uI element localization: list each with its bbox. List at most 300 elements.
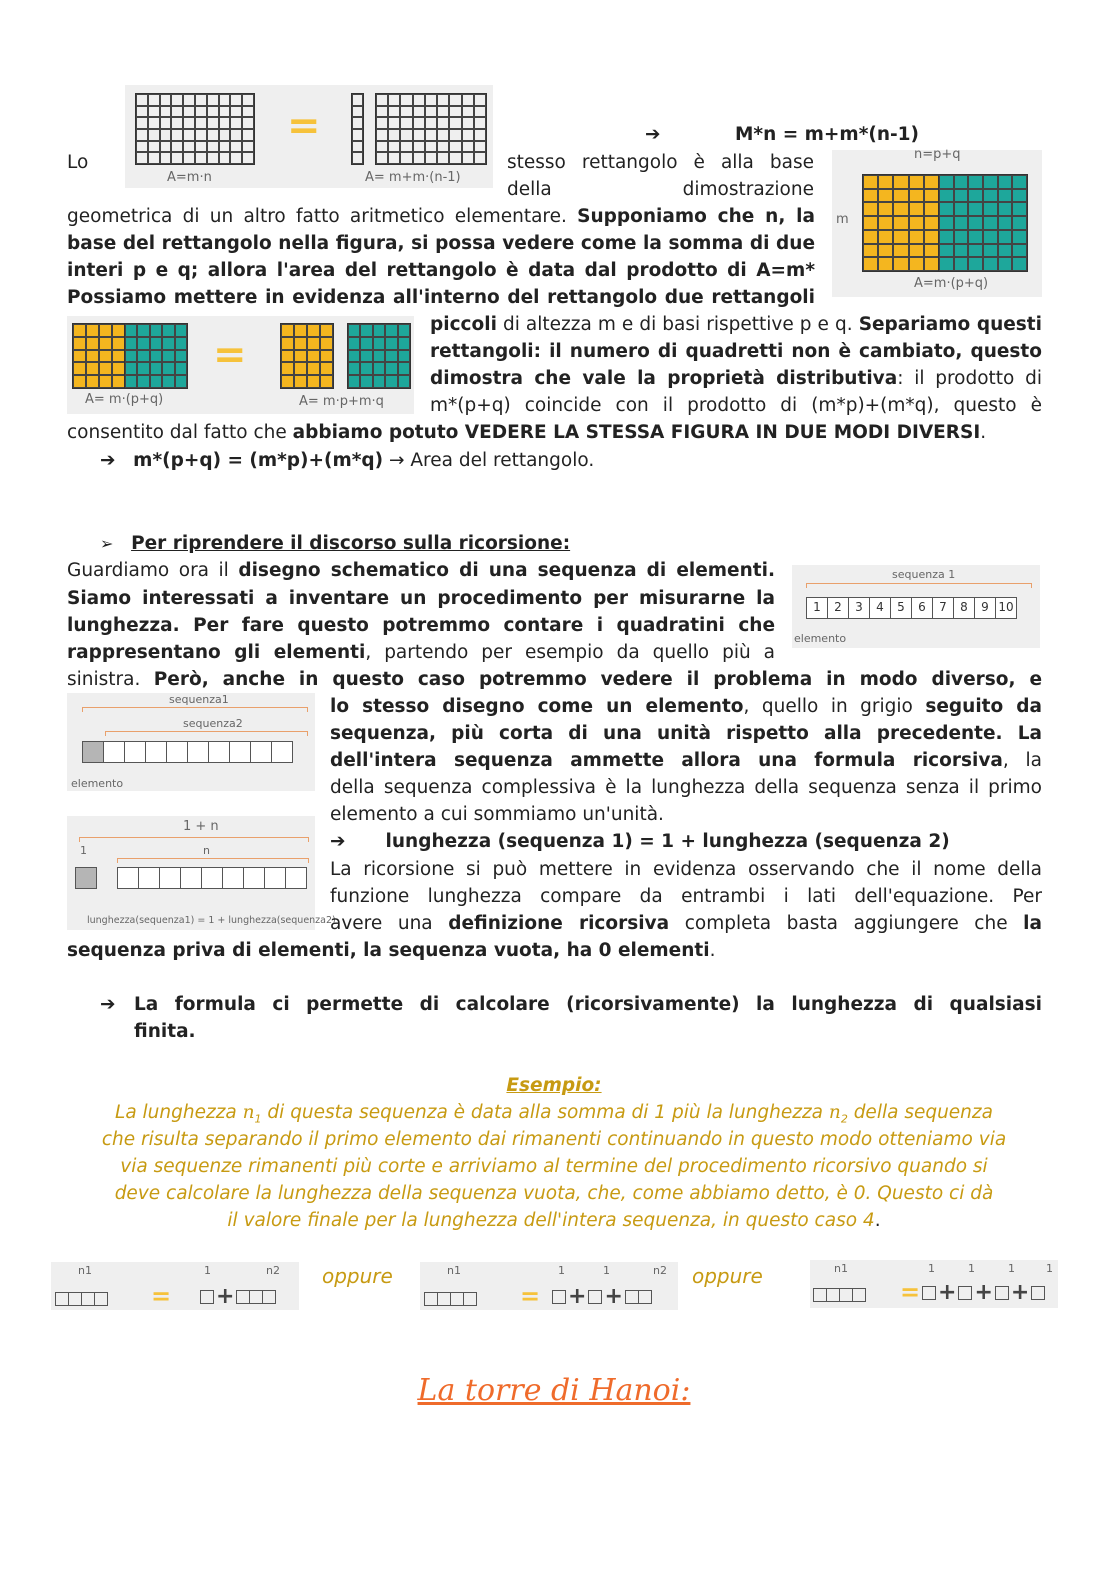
grid-cell	[376, 152, 388, 164]
grid-cell	[474, 94, 486, 106]
label-n1-2: n1	[447, 1264, 461, 1277]
figure-sequence-numbered	[792, 565, 1040, 648]
label-1-plus-n: 1 + n	[183, 819, 219, 834]
label-n2-2: n2	[653, 1264, 667, 1277]
grid-cell	[400, 141, 412, 153]
sequence-bracket	[806, 583, 1032, 588]
grid-cell	[954, 189, 969, 203]
triangle-bullet-icon: ➢	[100, 534, 114, 553]
four-cells-3	[813, 1284, 866, 1305]
sequence-cell	[222, 867, 244, 889]
four-ones: + + +	[922, 1280, 1045, 1305]
grid-m-by-n	[135, 93, 255, 165]
text-line3	[67, 203, 815, 230]
grid-cell	[373, 324, 385, 337]
grid-cell	[219, 106, 231, 118]
formula-mn: M*n = m+m*(n-1)	[735, 124, 919, 145]
grid-cell	[437, 94, 449, 106]
text-line7-a: di altezza m e di basi rispettive p e q.	[496, 314, 859, 335]
grid-cell	[373, 337, 385, 350]
grid-cell	[195, 117, 207, 129]
grid-cell	[281, 362, 294, 375]
grid-cell	[968, 202, 983, 216]
grid-cell	[175, 375, 187, 388]
label-n1-3: n1	[834, 1262, 848, 1275]
grid-cell	[939, 202, 954, 216]
grid-cell	[150, 350, 162, 363]
grid-cell	[878, 230, 893, 244]
formula-arrow: ➔	[645, 124, 661, 145]
sequence-cell	[145, 741, 167, 763]
grid-cell	[183, 141, 195, 153]
sequence-cell	[208, 741, 230, 763]
grid-cell	[893, 216, 908, 230]
sequence-cell: 2	[827, 597, 849, 619]
grid-cell	[125, 350, 137, 363]
figure-sequence-split	[67, 693, 315, 791]
text-p2-l5a: sinistra.	[67, 669, 154, 690]
grid-cell	[136, 152, 148, 164]
figure-rectangle-decomposition	[125, 85, 493, 188]
grid-cell	[125, 375, 137, 388]
grid-cell	[413, 117, 425, 129]
grid-cell	[230, 141, 242, 153]
caption-area-m-pq: A=m·(p+q)	[914, 276, 989, 291]
grid-cell	[195, 106, 207, 118]
grid-cell	[878, 244, 893, 258]
grid-cell	[360, 337, 372, 350]
grid-cell	[878, 257, 893, 271]
grid-cell	[893, 244, 908, 258]
grid-cell	[998, 257, 1013, 271]
grid-cell	[307, 337, 320, 350]
grid-cell	[171, 106, 183, 118]
grid-cell	[348, 362, 360, 375]
grid-cell	[195, 141, 207, 153]
grid-cell	[863, 216, 878, 230]
grid-cell	[968, 216, 983, 230]
grid-cell	[352, 152, 363, 164]
grid-cell	[195, 94, 207, 106]
text-line7	[430, 311, 1042, 338]
label-1-d: 1	[968, 1262, 975, 1275]
grid-teal-part	[938, 174, 1028, 272]
example-l3: via sequenze rimanenti più corte e arriviamo al termine del procedimento ricorsivo quando si	[120, 1156, 988, 1177]
text-p2-l5b: Però, anche in questo caso potremmo vedere il problema in modo diverso, e	[153, 669, 1042, 690]
grid-cell	[893, 202, 908, 216]
grid-cell	[413, 106, 425, 118]
sequence-cell	[166, 741, 188, 763]
grid-cell	[352, 129, 363, 141]
equals-sign-icon-4: =	[520, 1282, 541, 1310]
grid-cell	[162, 375, 174, 388]
text-p2-l6	[330, 693, 1042, 720]
grid-cell	[909, 244, 924, 258]
grid-cell	[242, 129, 254, 141]
grid-cell	[162, 324, 174, 337]
formula-lunghezza-text: lunghezza (sequenza 1) = 1 + lunghezza (sequenza 2)	[385, 831, 950, 852]
grid-cell	[909, 257, 924, 271]
grid-cell	[998, 244, 1013, 258]
grid-cell	[462, 141, 474, 153]
grid-cell	[320, 362, 333, 375]
grid-cell	[73, 337, 86, 350]
grid-cell	[878, 189, 893, 203]
grid-cell	[150, 375, 162, 388]
grid-cell	[968, 244, 983, 258]
grid-cell	[307, 324, 320, 337]
grid-cell	[909, 202, 924, 216]
grid-cell	[160, 129, 172, 141]
example-l4: deve calcolare la lunghezza della sequenza vuota, che, come abbiamo detto, è 0. Questo ci dà	[114, 1183, 994, 1204]
text-p2-l8a: dell'intera sequenza ammette allora una formula ricorsiva	[330, 750, 1003, 771]
grid-cell	[160, 141, 172, 153]
grid-cell	[893, 230, 908, 244]
text-p2-l14d: la	[1023, 913, 1042, 934]
grid-cell	[360, 324, 372, 337]
text-line11-a: consentito dal fatto che	[67, 422, 293, 443]
grid-cell	[398, 375, 410, 388]
text-p2-l1a: Guardiamo ora il	[67, 560, 239, 581]
text-line11-end: .	[980, 422, 987, 443]
label-1-c: 1	[928, 1262, 935, 1275]
sequence-cell	[243, 867, 265, 889]
grid-cell	[425, 141, 437, 153]
sequence-cell: 3	[848, 597, 870, 619]
symbol-n1-sub: 1	[254, 1112, 262, 1126]
sequence-cell	[285, 867, 307, 889]
grid-cell	[207, 152, 219, 164]
grid-cell	[136, 94, 148, 106]
grid-cell	[150, 324, 162, 337]
formula-distributive	[100, 447, 594, 474]
grid-cell	[171, 152, 183, 164]
grid-cell	[968, 175, 983, 189]
oppure-1: oppure	[322, 1264, 393, 1288]
grid-cell	[449, 141, 461, 153]
figure-bottom-1	[51, 1262, 299, 1310]
grid-cell	[99, 337, 112, 350]
grid-cell	[242, 152, 254, 164]
grid-cell	[968, 189, 983, 203]
grid-cell	[307, 375, 320, 388]
text-p2-l15-bold: sequenza priva di elementi, la sequenza vuota, ha 0 elementi	[67, 940, 710, 961]
grid-cell	[171, 94, 183, 106]
one-plus-three: +	[200, 1284, 276, 1309]
grid-cell	[924, 202, 939, 216]
grid-cell	[219, 117, 231, 129]
grid-cell	[398, 337, 410, 350]
grid-cell	[207, 141, 219, 153]
text-line8: rettangoli: il numero di quadretti non è cambiato, questo	[430, 341, 1042, 362]
text-p2-l8	[330, 747, 1042, 774]
grid-cell	[73, 362, 86, 375]
grid-cell	[136, 117, 148, 129]
sequence-cell	[138, 867, 160, 889]
text-p3-l1: La formula ci permette di calcolare (ricorsivamente) la lunghezza di qualsiasi	[134, 994, 1042, 1015]
grid-cell	[175, 337, 187, 350]
grid-cell	[462, 106, 474, 118]
grid-cell	[909, 230, 924, 244]
grid-cell	[281, 324, 294, 337]
example-l1	[0, 1099, 1108, 1126]
hanoi-title: La torre di Hanoi:	[417, 1373, 691, 1408]
grid-cell	[462, 94, 474, 106]
grid-cell	[385, 324, 397, 337]
grid-cell	[360, 375, 372, 388]
grid-cell	[388, 117, 400, 129]
arrow-icon-3: ➔	[100, 994, 116, 1015]
section-heading-text: Per riprendere il discorso sulla ricorsione:	[131, 533, 571, 554]
four-cells	[55, 1288, 108, 1309]
text-p2-l7: sequenza, più corta di una unità rispetto alla precedente. La	[330, 723, 1042, 744]
grid-cell	[983, 257, 998, 271]
grid-cell	[175, 324, 187, 337]
grid-cell	[1012, 244, 1027, 258]
sequence-cell: 8	[953, 597, 975, 619]
grid-cell	[878, 175, 893, 189]
grid-cell	[373, 375, 385, 388]
formula-distributive-tail: → Area del rettangolo.	[389, 450, 595, 471]
grid-cell	[425, 129, 437, 141]
grid-cell	[73, 350, 86, 363]
grid-cell	[294, 375, 307, 388]
grid-cell	[474, 117, 486, 129]
grid-cell	[73, 375, 86, 388]
grey-element-cell	[82, 741, 104, 763]
grid-cell	[425, 152, 437, 164]
grid-cell	[437, 152, 449, 164]
grid-cell	[207, 117, 219, 129]
grid-cell	[939, 189, 954, 203]
text-p2-l6c: seguito da	[925, 696, 1042, 717]
grid-cell	[281, 350, 294, 363]
symbol-n2: n	[828, 1102, 841, 1123]
grid-cell	[183, 117, 195, 129]
grid-cell	[148, 94, 160, 106]
text-p2-l4a: rappresentano gli elementi	[67, 642, 366, 663]
grid-cell	[125, 337, 137, 350]
equals-sign-icon: =	[287, 103, 321, 149]
grid-cell	[939, 175, 954, 189]
grid-cell	[230, 152, 242, 164]
grid-combined-teal	[124, 323, 188, 389]
n-cells	[117, 867, 306, 889]
split-cells	[82, 741, 292, 763]
figure-bottom-2	[420, 1262, 678, 1310]
grid-cell	[86, 362, 99, 375]
oppure-2: oppure	[692, 1264, 763, 1288]
label-1-e: 1	[1008, 1262, 1015, 1275]
arrow-icon: ➔	[100, 450, 116, 471]
grid-cell	[195, 152, 207, 164]
grid-cell	[983, 202, 998, 216]
label-sequenza1: sequenza1	[169, 693, 229, 706]
grid-cell	[385, 337, 397, 350]
grid-cell	[1012, 189, 1027, 203]
grid-cell	[939, 257, 954, 271]
grid-cell	[230, 94, 242, 106]
text-line3-bold: Supponiamo che n, la	[577, 206, 815, 227]
grid-cell	[137, 375, 149, 388]
label-1-f: 1	[1046, 1262, 1053, 1275]
text-p2-l4b: , partendo per esempio da quello più a	[365, 642, 775, 663]
equals-sign-icon-3: =	[151, 1282, 172, 1310]
grid-cell	[954, 202, 969, 216]
symbol-n2-sub: 2	[840, 1112, 848, 1126]
grid-cell	[983, 175, 998, 189]
text-p2-l6b: , quello in grigio	[743, 696, 926, 717]
grid-cell	[449, 106, 461, 118]
grid-cell	[863, 257, 878, 271]
example-l5	[0, 1207, 1108, 1234]
text-line3-a: geometrica di un altro fatto aritmetico elementare.	[67, 206, 578, 227]
grid-cell	[939, 230, 954, 244]
sequence-cell: 10	[995, 597, 1017, 619]
grid-separate-teal	[347, 323, 411, 389]
grid-cell	[398, 362, 410, 375]
grid-cell	[352, 94, 363, 106]
grid-cell	[360, 350, 372, 363]
sequence-cell	[187, 741, 209, 763]
grid-cell	[924, 230, 939, 244]
text-p2-l9: della sequenza complessiva è la lunghezza della sequenza senza il primo	[330, 777, 1042, 798]
grid-cell	[162, 337, 174, 350]
grid-cell	[148, 117, 160, 129]
grid-cell	[863, 202, 878, 216]
grid-cell	[968, 257, 983, 271]
grid-cell	[219, 129, 231, 141]
grid-cell	[425, 106, 437, 118]
grid-cell	[388, 141, 400, 153]
formula-distributive-bold: m*(p+q) = (m*p)+(m*q)	[133, 450, 384, 471]
grid-cell	[413, 129, 425, 141]
grid-cell	[86, 337, 99, 350]
text-line2: della dimostrazione	[507, 179, 814, 200]
sequence-cell	[159, 867, 181, 889]
grid-cell	[909, 175, 924, 189]
grid-cell	[376, 141, 388, 153]
sequence-cell	[271, 741, 293, 763]
example-l5-text: il valore finale per la lunghezza dell'intera sequenza, in questo caso 4	[227, 1210, 875, 1231]
grid-cell	[385, 350, 397, 363]
grid-cell	[878, 216, 893, 230]
grid-cell	[388, 129, 400, 141]
grid-cell	[462, 129, 474, 141]
text-p2-l10: elemento a cui sommiamo un'unità.	[330, 804, 664, 825]
text-line9	[430, 365, 1042, 392]
grid-cell	[400, 117, 412, 129]
grid-cell	[398, 324, 410, 337]
grid-cell	[893, 175, 908, 189]
grid-cell	[1012, 175, 1027, 189]
grid-cell	[462, 152, 474, 164]
grid-cell	[183, 129, 195, 141]
text-p2-l6a: lo stesso disegno come un elemento	[330, 696, 744, 717]
grid-cell	[320, 350, 333, 363]
grid-cell	[954, 175, 969, 189]
text-line11-bold: abbiamo potuto VEDERE LA STESSA FIGURA IN DUE MODI DIVERSI	[292, 422, 981, 443]
text-p2-l15-end: .	[709, 940, 716, 961]
text-p2-l15	[67, 937, 715, 964]
grid-cell	[207, 106, 219, 118]
text-p2-l1b: disegno schematico di una sequenza di elementi.	[238, 560, 775, 581]
grid-cell	[1012, 202, 1027, 216]
grid-cell	[863, 189, 878, 203]
grid-cell	[86, 350, 99, 363]
sequence-cell: 7	[932, 597, 954, 619]
grid-cell	[160, 106, 172, 118]
label-n-equals-p-plus-q: n=p+q	[914, 147, 961, 162]
grid-cell	[474, 141, 486, 153]
grid-cell	[171, 141, 183, 153]
grid-cell	[909, 189, 924, 203]
sequence-cell: 1	[806, 597, 828, 619]
figure-distributive	[67, 316, 414, 414]
text-p2-l14	[330, 910, 1042, 937]
grid-cell	[998, 189, 1013, 203]
grid-cell	[171, 117, 183, 129]
grid-cell	[983, 189, 998, 203]
grid-cell	[148, 129, 160, 141]
grid-cell	[171, 129, 183, 141]
grid-cell	[148, 106, 160, 118]
grid-combined-yellow	[72, 323, 126, 389]
grid-cell	[449, 129, 461, 141]
grid-cell	[968, 230, 983, 244]
grid-cell	[449, 117, 461, 129]
text-p2-l8b: , la	[1002, 750, 1042, 771]
label-elemento-2: elemento	[71, 777, 124, 790]
grid-cell	[413, 94, 425, 106]
grid-cell	[348, 324, 360, 337]
grid-cell	[400, 106, 412, 118]
grid-cell	[863, 230, 878, 244]
grid-cell	[1012, 257, 1027, 271]
grid-cell	[207, 94, 219, 106]
grid-cell	[437, 141, 449, 153]
grid-cell	[137, 324, 149, 337]
grid-cell	[175, 350, 187, 363]
text-p2-l12: La ricorsione si può mettere in evidenza osservando che il nome della	[330, 859, 1042, 880]
grid-cell	[376, 117, 388, 129]
text-p2-l14b: definizione ricorsiva	[448, 913, 670, 934]
arrow-icon-2: ➔	[330, 831, 346, 852]
grid-cell	[983, 244, 998, 258]
grid-cell	[474, 129, 486, 141]
grid-cell	[863, 175, 878, 189]
grid-cell	[175, 362, 187, 375]
sequence-cell: 6	[911, 597, 933, 619]
grid-cell	[294, 362, 307, 375]
text-line10: m*(p+q) coincide con il prodotto di (m*p)+(m*q), questo è	[430, 395, 1042, 416]
grid-cell	[437, 129, 449, 141]
sequence-cell: 5	[890, 597, 912, 619]
grid-cell	[219, 94, 231, 106]
grid-cell	[137, 350, 149, 363]
text-p2-l14a: avere una	[330, 913, 449, 934]
label-n: n	[203, 844, 210, 857]
grid-m-by-n-minus-1	[375, 93, 487, 165]
caption-area-mp-mq: A= m·p+m·q	[299, 394, 384, 409]
grid-cell	[136, 129, 148, 141]
example-l1a: La lunghezza	[115, 1102, 243, 1123]
grid-cell	[893, 189, 908, 203]
example-l2: che risulta separando il primo elemento dai rimanenti continuando in questo modo otteniamo via	[101, 1129, 1007, 1150]
grid-cell	[294, 350, 307, 363]
grid-cell	[425, 117, 437, 129]
grid-cell	[352, 106, 363, 118]
